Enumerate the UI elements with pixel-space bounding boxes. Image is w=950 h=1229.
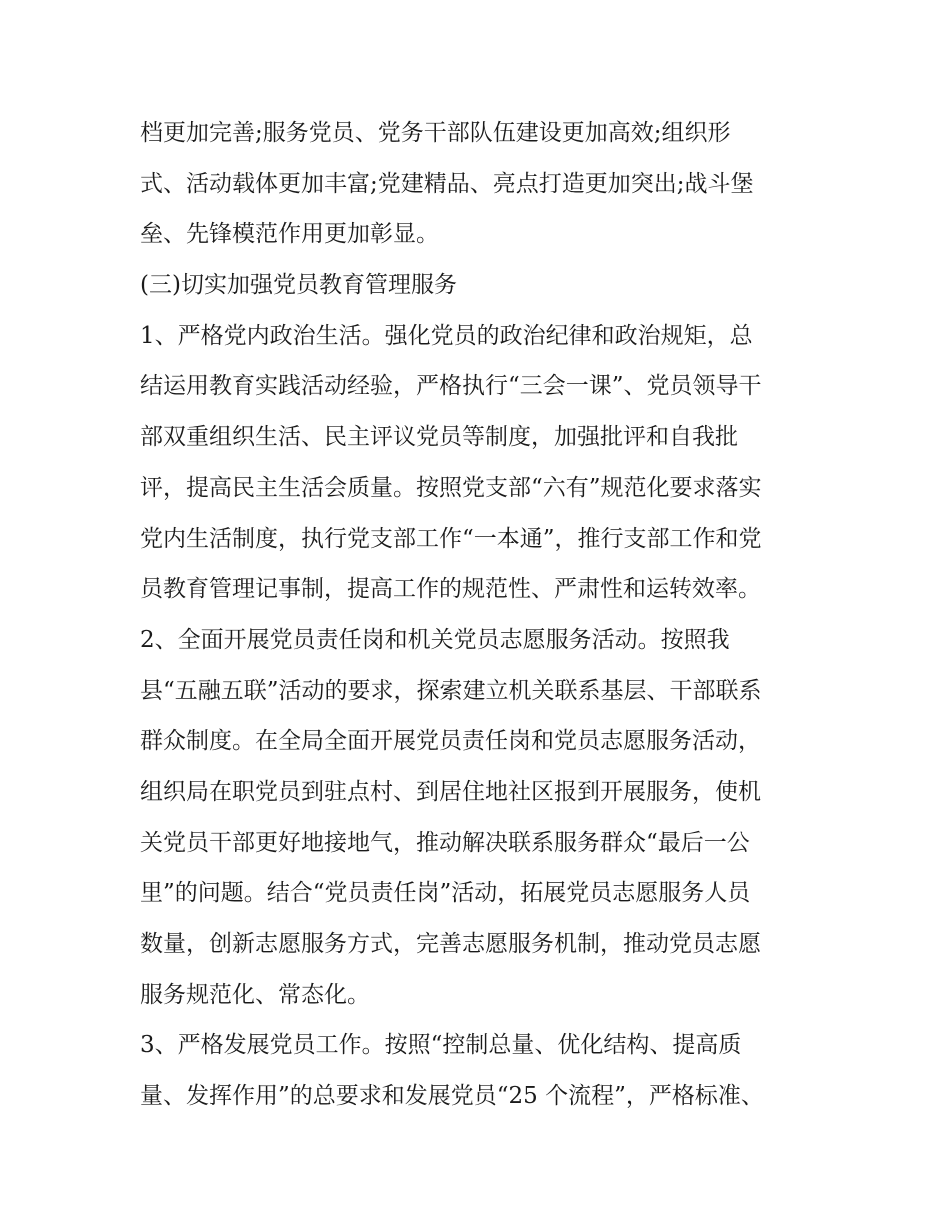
text-line: 县“五融五联”活动的要求，探索建立机关联系基层、干部联系 xyxy=(140,677,762,704)
text-line: 党内生活制度，执行党支部工作“一本通”，推行支部工作和党 xyxy=(140,525,762,552)
text-line: 服务规范化、常态化。 xyxy=(140,981,370,1008)
text-line: 员教育管理记事制，提高工作的规范性、严肃性和运转效率。 xyxy=(140,576,761,603)
section-heading: (三)切实加强党员教育管理服务 xyxy=(140,272,457,299)
text-line: 档更加完善;服务党员、党务干部队伍建设更加高效;组织形 xyxy=(140,120,731,146)
text-line: 组织局在职党员到驻点村、到居住地社区报到开展服务，使机 xyxy=(140,778,761,805)
body-text xyxy=(140,108,830,1122)
text-line: 关党员干部更好地接地气，推动解决联系服务群众“最后一公 xyxy=(140,829,750,856)
text-line: 部双重组织生活、民主评议党员等制度，加强批评和自我批 xyxy=(140,424,738,451)
text-line: 群众制度。在全局全面开展党员责任岗和党员志愿服务活动， xyxy=(140,728,761,755)
text-line: 垒、先锋模范作用更加彰显。 xyxy=(140,221,439,248)
text-line: 评，提高民主生活会质量。按照党支部“六有”规范化要求落实 xyxy=(140,474,762,501)
text-line: 3、严格发展党员工作。按照“控制总量、优化结构、提高质 xyxy=(140,1032,742,1059)
text-line: 数量，创新志愿服务方式，完善志愿服务机制，推动党员志愿 xyxy=(140,931,761,957)
text-line: 式、活动载体更加丰富;党建精品、亮点打造更加突出;战斗堡 xyxy=(140,170,754,197)
text-line: 1、严格党内政治生活。强化党员的政治纪律和政治规矩，总 xyxy=(140,322,753,349)
text-line: 里”的问题。结合“党员责任岗”活动，拓展党员志愿服务人员 xyxy=(140,880,751,907)
text-line: 2、全面开展党员责任岗和机关党员志愿服务活动。按照我 xyxy=(140,626,730,653)
text-line: 量、发挥作用”的总要求和发展党员“25 个流程”，严格标准、 xyxy=(140,1083,764,1110)
text-line: 结运用教育实践活动经验，严格执行“三会一课”、党员领导干 xyxy=(140,373,762,400)
